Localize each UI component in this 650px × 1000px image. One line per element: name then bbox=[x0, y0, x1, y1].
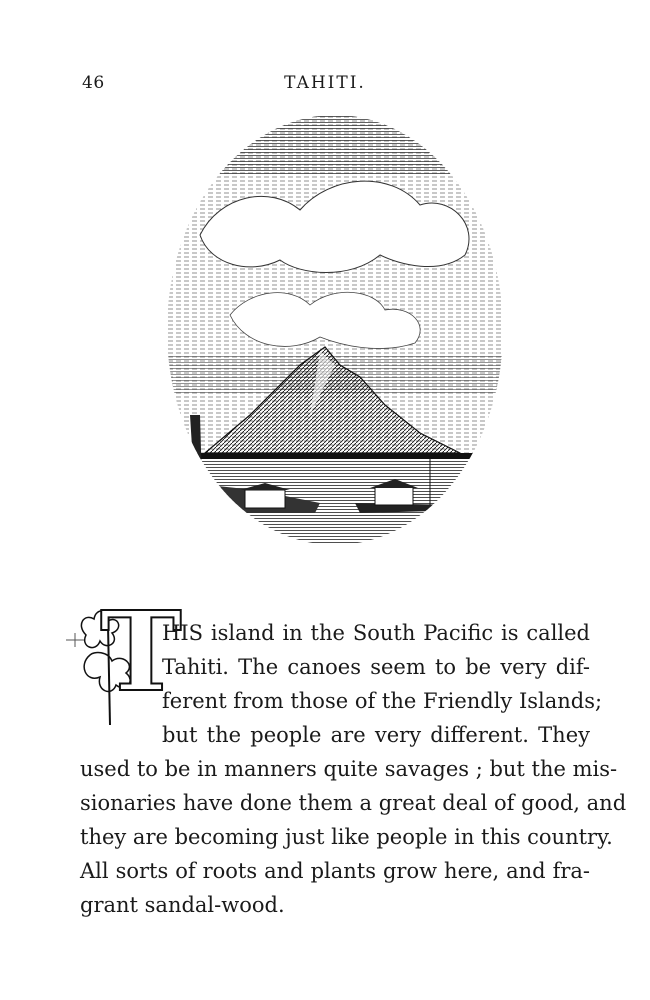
text-line: Tahiti. The canoes seem to be very dif- bbox=[162, 655, 590, 679]
text-line: sionaries have done them a great deal of good, and bbox=[80, 791, 627, 815]
drop-cap-letter: T bbox=[100, 587, 182, 716]
page-number: 46 bbox=[82, 73, 105, 93]
text-line: All sorts of roots and plants grow here, and fra- bbox=[80, 859, 590, 883]
engraving-illustration bbox=[160, 115, 510, 600]
text-line: they are becoming just like people in this country. bbox=[80, 825, 613, 849]
body-paragraph bbox=[80, 616, 627, 922]
text-line: but the people are very different. They bbox=[162, 723, 590, 747]
running-head-title: TAHITI. bbox=[284, 73, 366, 93]
text-line: grant sandal-wood. bbox=[80, 893, 285, 917]
text-line: used to be in manners quite savages ; but the mis- bbox=[80, 757, 618, 781]
text-line: HIS island in the South Pacific is called bbox=[162, 621, 590, 645]
text-line: ferent from those of the Friendly Islands; bbox=[162, 689, 603, 713]
